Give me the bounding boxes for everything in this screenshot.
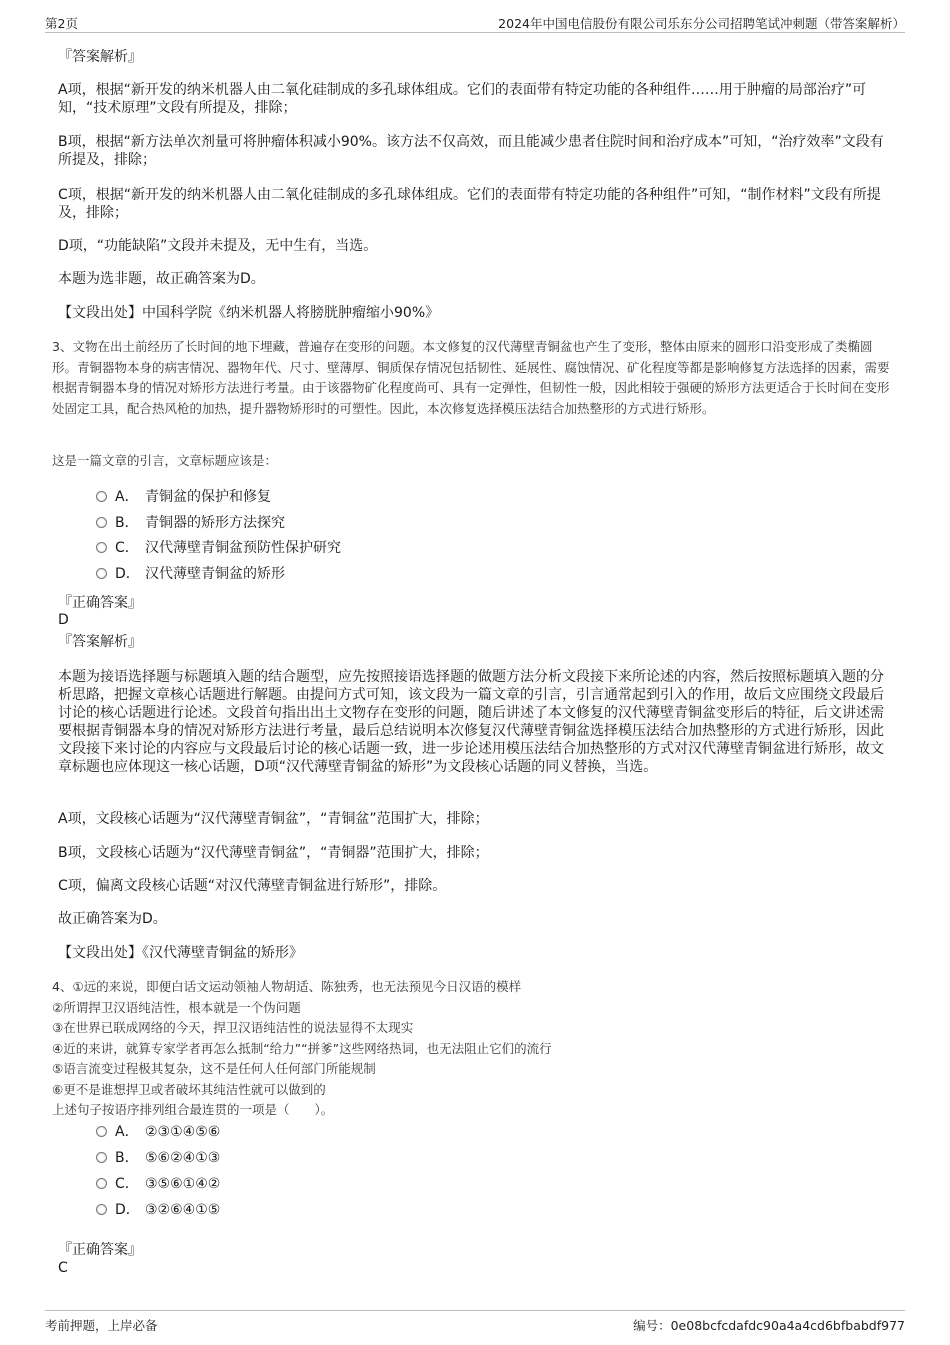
- q4-option-a[interactable]: A． ②③①④⑤⑥: [96, 1123, 220, 1141]
- radio-icon[interactable]: [96, 1126, 107, 1137]
- q2-source: 【文段出处】中国科学院《纳米机器人将膀胱肿瘤缩小90%》: [58, 305, 440, 321]
- q4-line-4: ④近的来讲，就算专家学者再怎么抵制“给力”“拼爹”这些网络热词，也无法阻止它们的流行: [52, 1041, 552, 1056]
- document-title: 2024年中国电信股份有限公司乐东分公司招聘笔试冲刺题（带答案解析）: [498, 16, 905, 31]
- q3-analysis-a: A项，文段核心话题为“汉代薄壁青铜盆”，“青铜盆”范围扩大，排除；: [58, 811, 489, 827]
- q4-option-c[interactable]: C． ③⑤⑥①④②: [96, 1175, 220, 1193]
- q2-analysis-label: 『答案解析』: [58, 49, 142, 65]
- q4-answer-label: 『正确答案』: [58, 1242, 142, 1258]
- q4-option-b[interactable]: B． ⑤⑥②④①③: [96, 1149, 220, 1167]
- q3-conclusion: 故正确答案为D。: [58, 911, 167, 927]
- q3-analysis-c: C项，偏离文段核心话题“对汉代薄壁青铜盆进行矫形”，排除。: [58, 878, 447, 894]
- q3-passage: 3、文物在出土前经历了长时间的地下埋藏，普遍存在变形的问题。本文修复的汉代薄壁青铜盆也产生了变形，整体由原来的圆形口沿变形成了类椭圆形。青铜器物本身的病害情况、器物年代、尺寸、壁薄厚、铜质保存情况包括韧性、延展性、腐蚀情况、矿化程度等都是影响修复方法选择的因素，需要根据青铜器本身的情况对矫形方法进行考量。由于该器物矿化程度尚可、具有一定弹性，但韧性一般，因此相较于强硬的矫形方法更适合于长时间在变形处固定工具，配合热风枪的加热，提升器物矫形时的可塑性。因此，本次修复选择模压法结合加热整形的方式进行矫形。: [52, 339, 890, 416]
- q2-analysis-c: C项，根据“新开发的纳米机器人由二氧化硅制成的多孔球体组成。它们的表面带有特定功能的各种组件”可知，“制作材料”文段有所提及，排除；: [58, 187, 881, 221]
- q4-answer: C: [58, 1260, 68, 1276]
- q3-analysis-label: 『答案解析』: [58, 634, 142, 650]
- radio-icon[interactable]: [96, 491, 107, 502]
- page-header: [45, 10, 905, 33]
- q2-analysis-d: D项，“功能缺陷”文段并未提及，无中生有，当选。: [58, 238, 378, 254]
- radio-icon[interactable]: [96, 1178, 107, 1189]
- radio-icon[interactable]: [96, 517, 107, 528]
- q3-question: 这是一篇文章的引言，文章标题应该是：: [52, 453, 278, 468]
- page-number: 第2页: [45, 16, 78, 31]
- q4-question: 上述句子按语序排列组合最连贯的一项是（ ）。: [52, 1102, 334, 1117]
- page-footer: [45, 1310, 905, 1335]
- q3-option-b[interactable]: B． 青铜器的矫形方法探究: [96, 514, 285, 532]
- q4-line-6: ⑥更不是谁想捍卫或者破坏其纯洁性就可以做到的: [52, 1082, 326, 1097]
- q3-option-a[interactable]: A． 青铜盆的保护和修复: [96, 488, 271, 506]
- q4-option-d[interactable]: D． ③②⑥④①⑤: [96, 1201, 220, 1219]
- q3-answer-label: 『正确答案』: [58, 595, 142, 611]
- q3-source: 【文段出处】《汉代薄壁青铜盆的矫形》: [58, 945, 303, 961]
- radio-icon[interactable]: [96, 1204, 107, 1215]
- q4-line-2: ②所谓捍卫汉语纯洁性，根本就是一个伪问题: [52, 1000, 301, 1015]
- radio-icon[interactable]: [96, 1152, 107, 1163]
- q4-line-3: ③在世界已联成网络的今天，捍卫汉语纯洁性的说法显得不太现实: [52, 1020, 414, 1035]
- q3-option-c[interactable]: C． 汉代薄壁青铜盆预防性保护研究: [96, 539, 341, 557]
- q4-line-1: 4、①远的来说，即便白话文运动领袖人物胡适、陈独秀，也无法预见今日汉语的模样: [52, 979, 522, 994]
- q3-answer: D: [58, 612, 69, 628]
- q2-conclusion: 本题为选非题，故正确答案为D。: [58, 271, 265, 287]
- radio-icon[interactable]: [96, 568, 107, 579]
- footer-slogan: 考前押题，上岸必备: [45, 1318, 158, 1333]
- q3-analysis-main: 本题为接语选择题与标题填入题的结合题型，应先按照接语选择题的做题方法分析文段接下来所论述的内容，然后按照标题填入题的分析思路，把握文章核心话题进行解题。由提问方式可知，该文段为一篇文章的引言，引言通常起到引入的作用，故后文应围绕文段最后讨论的核心话题进行论述。文段首句指出出土文物存在变形的问题，随后讲述了本文修复的汉代薄壁青铜盆变形后的特征，后文讲述需要根据青铜器本身的情况对矫形方法进行考量，最后总结说明本次修复汉代薄壁青铜盆选择模压法结合加热整形的方式进行矫形，因此文段接下来讨论的内容应与文段最后讨论的核心话题一致，进一步论述用模压法结合加热整形的方式对汉代薄壁青铜盆进行矫形，故文章标题也应体现这一核心话题，D项“汉代薄壁青铜盆的矫形”为文段核心话题的同义替换，当选。: [58, 669, 884, 775]
- q4-line-5: ⑤语言流变过程极其复杂，这不是任何人任何部门所能规制: [52, 1061, 376, 1076]
- footer-serial: 编号：0e08bcfcdafdc90a4a4cd6bfbabdf977: [633, 1318, 905, 1333]
- q2-analysis-a: A项，根据“新开发的纳米机器人由二氧化硅制成的多孔球体组成。它们的表面带有特定功能的各种组件……用于肿瘤的局部治疗”可知，“技术原理”文段有所提及，排除；: [58, 82, 867, 116]
- q3-option-d[interactable]: D． 汉代薄壁青铜盆的矫形: [96, 565, 285, 583]
- radio-icon[interactable]: [96, 542, 107, 553]
- q2-analysis-b: B项，根据“新方法单次剂量可将肿瘤体积减小90%。该方法不仅高效，而且能减少患者住院时间和治疗成本”可知，“治疗效率”文段有所提及，排除；: [58, 134, 884, 168]
- q3-analysis-b: B项，文段核心话题为“汉代薄壁青铜盆”，“青铜器”范围扩大，排除；: [58, 845, 489, 861]
